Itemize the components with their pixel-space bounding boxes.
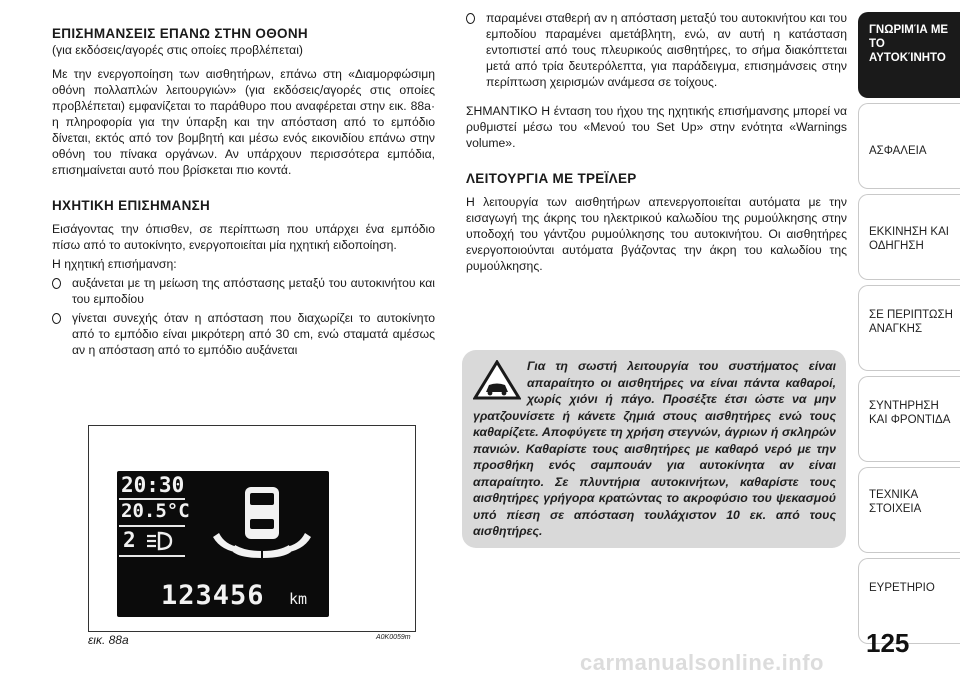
tab-getting-to-know[interactable]	[858, 12, 960, 98]
bullet-constant	[466, 10, 847, 90]
display-temperature: 20.5°C	[121, 500, 190, 522]
tab-emergency[interactable]	[858, 285, 960, 371]
tab-label: ΤΕΧΝΙΚΑ ΣΤΟΙΧΕΙΑ	[869, 489, 922, 515]
display-odometer-unit: km	[289, 590, 308, 608]
tab-label: ΣΥΝΤΗΡΗΣΗ ΚΑΙ ΦΡΟΝΤΙΔΑ	[869, 400, 951, 426]
warning-text: Για τη σωστή λειτουργία του συστήματος είναι απαραίτητο οι αισθητήρες να είναι πάντα καθαροί, χωρίς χιόνι ή πάγο. Προσέξτε έτσι ώστε να μην γρατζουνίσετε ή κάνετε ζημιά στους αισθητήρες ενώ τους καθαρίζετε. Αποφύγετε τη χρήση στεγνών, άγριων ή σκληρών πανιών. Καθαρίστε τους αισθητήρες με καθαρό νερό με την προσθήκη ενός σαμπουάν για αυτοκίνητα αν είναι απαραίτητο. Σε πλυντήρια αυτοκινήτων, καθαρίστε τους αισθητήρες γρήγορα κρατώντας το ακροφύσιο του ψεκασμού υπό πίεση σε απόσταση τουλάχιστον 10 εκ. από τους αισθητήρες.	[473, 359, 836, 538]
bullet-mark	[52, 313, 61, 324]
tab-label: ΓΝΩΡΙΜΊΑ ΜΕ ΤΟ ΑΥΤΟΚΊΝΗΤΟ	[869, 24, 949, 64]
display-odometer: 123456	[161, 580, 265, 611]
paragraph-screen: Με την ενεργοποίηση των αισθητήρων, επάνω στη «Διαμορφώσιμη οθόνη πολλαπλών λειτουργιών» (για εκδόσεις/αγορές στις οποίες προβλέπεται) εμφανίζεται το παράθυρο που αναφέρεται στην εικ. 88a· η πληροφορία για την ύπαρξη και την απόσταση από το εμπόδιο δίνεται, εκτός από τον βομβητή και μέσω ενός εικονιδίου επάνω στην οθόνη του πίνακα οργάνων. Αν υπάρχουν περισσότερα εμπόδια, επισημαίνεται αυτό που βρίσκεται πιο κοντά.	[52, 67, 435, 177]
bullet-mark	[52, 278, 61, 289]
tab-label: ΣΕ ΠΕΡΙΠΤΩΣΗ ΑΝΑΓΚΗΣ	[869, 309, 953, 335]
tab-technical-data[interactable]	[858, 467, 960, 553]
tab-label: ΕΥΡΕΤΗΡΙΟ	[869, 582, 935, 594]
heading-screen-signals: ΕΠΙΣΗΜΑΝΣΕΙΣ ΕΠΑΝΩ ΣΤΗΝ ΟΘΟΝΗ	[52, 26, 308, 41]
paragraph-trailer: Η λειτουργία των αισθητήρων απενεργοποιείται αυτόματα με την εισαγωγή της άκρης του ηλεκτρικού καλωδίου της ρυμούλκησης στην υποδοχή του γάντζου ρυμούλκησης του αυτοκινήτου. Οι αισθητήρες ενεργοποιούνται αυτόματα βγάζοντας την άκρη του καλωδίου της ρυμούλκησης.	[466, 195, 847, 273]
footer-watermark: carmanualsonline.info	[580, 650, 824, 675]
bullet-text: αυξάνεται με τη μείωση της απόστασης μεταξύ του αυτοκινήτου και του εμποδίου	[72, 276, 435, 306]
bullet-text: παραμένει σταθερή αν η απόσταση μεταξύ του αυτοκινήτου και του εμποδίου παραμένει αμετάβλητη, ενώ, αν αυτή η κατάσταση εντοπιστεί από τους πλευρικούς αισθητήρες, το σήμα διακόπτεται μετά από τρία δευτερόλεπτα, για παράδειγμα, επισημάνσεις στην περίπτωση χειρισμών ανάμεσα σε τοίχους.	[486, 11, 847, 89]
display-separator	[119, 525, 185, 527]
right-column	[466, 10, 847, 274]
warning-box	[462, 350, 846, 548]
bullet-text: γίνεται συνεχής όταν η απόσταση που διαχωρίζει το αυτοκίνητο από το εμπόδιο είναι μικρότερη από 30 cm, ενώ σταματά αμέσως αν η απόσταση από το εμπόδιο αυξάνεται	[72, 311, 435, 357]
bullet-continuous	[52, 310, 435, 358]
heading-trailer: ΛΕΙΤΟΥΡΓΙΑ ΜΕ ΤΡΕΪΛΕΡ	[466, 171, 637, 186]
instrument-display	[117, 471, 329, 617]
paragraph-acoustic-intro: Η ηχητική επισήμανση:	[52, 257, 177, 271]
chapter-sidebar	[858, 0, 960, 677]
paragraph-acoustic: Εισάγοντας την όπισθεν, σε περίπτωση που υπάρχει ένα εμπόδιο πίσω από το αυτοκίνητο, ενεργοποιείται μία ηχητική ειδοποίηση.	[52, 222, 435, 252]
tab-label: ΕΚΚΙΝΗΣΗ ΚΑΙ ΟΔΗΓΗΣΗ	[869, 226, 949, 252]
heading-acoustic-signal: ΗΧΗΤΙΚΗ ΕΠΙΣΗΜΑΝΣΗ	[52, 198, 211, 213]
bullet-mark	[466, 13, 475, 24]
tab-maintenance[interactable]	[858, 376, 960, 462]
display-separator	[119, 555, 185, 557]
figure-88a	[88, 425, 416, 632]
tab-safety[interactable]	[858, 103, 960, 189]
subtitle-versions: (για εκδόσεις/αγορές στις οποίες προβλέπεται)	[52, 43, 303, 57]
display-gear: 2	[123, 528, 136, 552]
page-number: 125	[866, 628, 910, 658]
bullet-increases	[52, 275, 435, 307]
car-warning-icon	[473, 360, 521, 400]
figure-code: A0K0059m	[376, 634, 411, 641]
tab-label: ΑΣΦΑΛΕΙΑ	[869, 145, 927, 157]
paragraph-important: ΣΗΜΑΝΤΙΚΟ Η ένταση του ήχου της ηχητικής επισήμανσης μπορεί να ρυθμιστεί μέσω του «Μενού του Set Up» στην ενότητα «Warnings volume».	[466, 104, 847, 150]
tab-starting-driving[interactable]	[858, 194, 960, 280]
left-column	[52, 26, 435, 358]
figure-caption: εικ. 88a	[88, 633, 129, 647]
parking-sensor-icon	[205, 481, 323, 561]
warning-text-block	[473, 358, 836, 540]
display-time: 20:30	[121, 473, 185, 497]
headlight-icon	[145, 531, 173, 551]
